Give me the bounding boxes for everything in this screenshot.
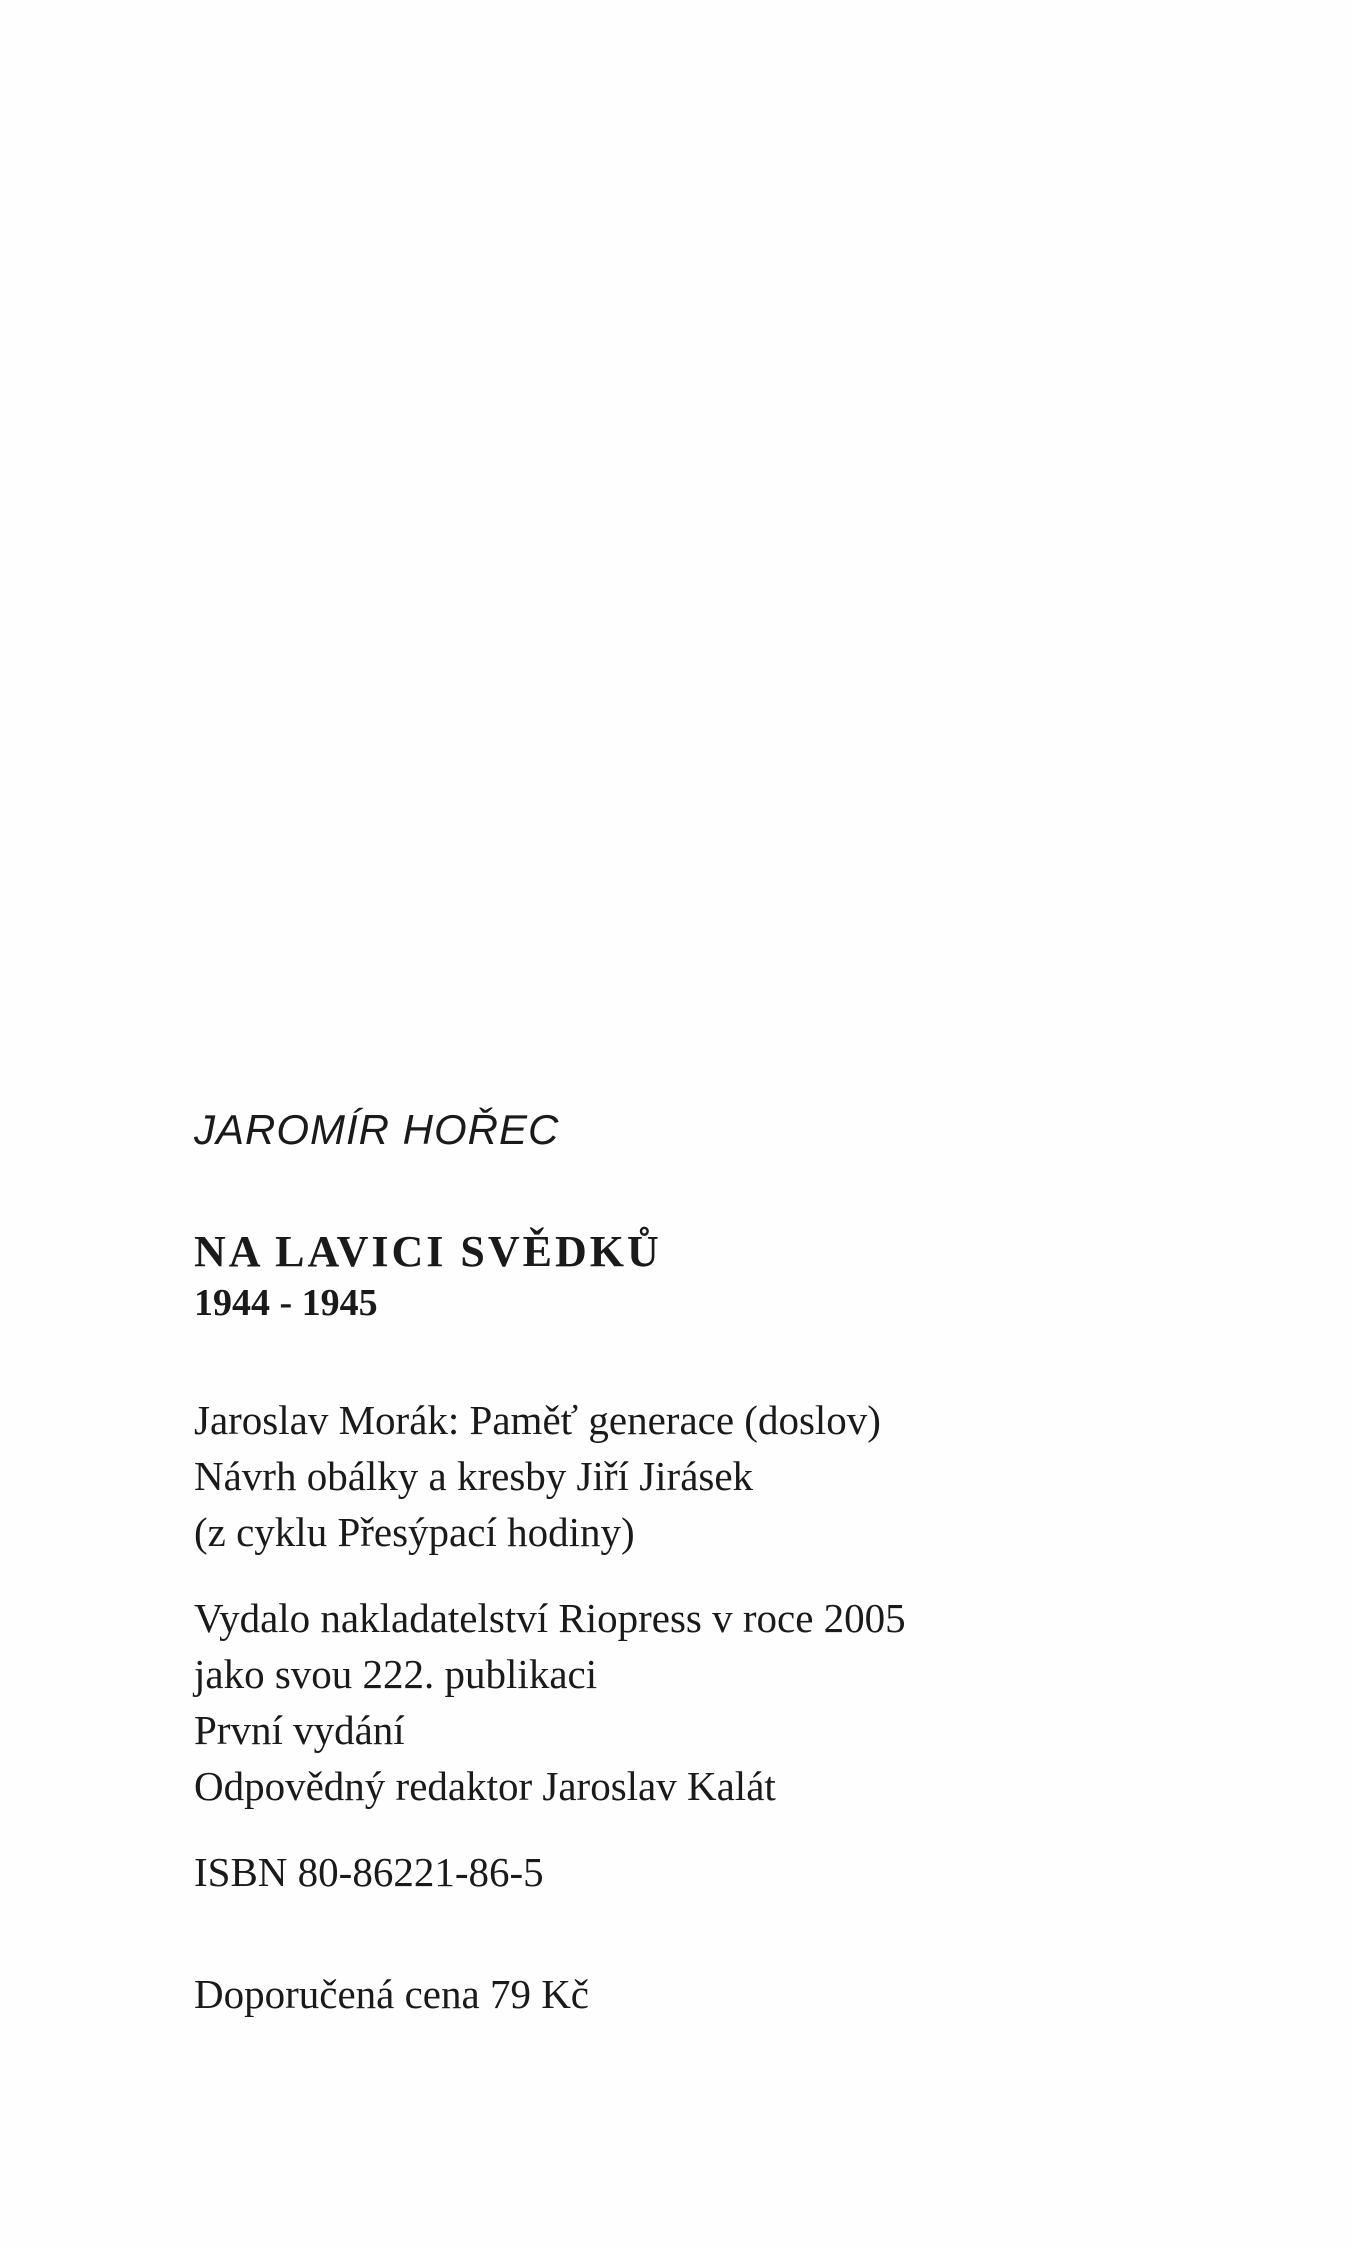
isbn-number: ISBN 80-86221-86-5 — [194, 1849, 544, 1895]
colophon-block — [194, 1100, 1294, 2017]
book-title: NA LAVICI SVĚDKŮ — [194, 1227, 662, 1276]
credit-line: Jaroslav Morák: Paměť generace (doslov) — [194, 1397, 881, 1443]
publication-line: První vydání — [194, 1707, 405, 1753]
publication-line: jako svou 222. publikaci — [194, 1651, 598, 1697]
credits-section — [194, 1392, 881, 1560]
publication-section — [194, 1590, 906, 1814]
publication-line: Vydalo nakladatelství Riopress v roce 2005 — [194, 1595, 906, 1641]
author-name: JAROMÍR HOŘEC — [194, 1106, 560, 1153]
publication-line: Odpovědný redaktor Jaroslav Kalát — [194, 1763, 776, 1809]
credit-line: (z cyklu Přesýpací hodiny) — [194, 1509, 635, 1555]
recommended-price: Doporučená cena 79 Kč — [194, 1971, 590, 2017]
book-years: 1944 - 1945 — [194, 1282, 378, 1324]
credit-line: Návrh obálky a kresby Jiří Jirásek — [194, 1453, 754, 1499]
